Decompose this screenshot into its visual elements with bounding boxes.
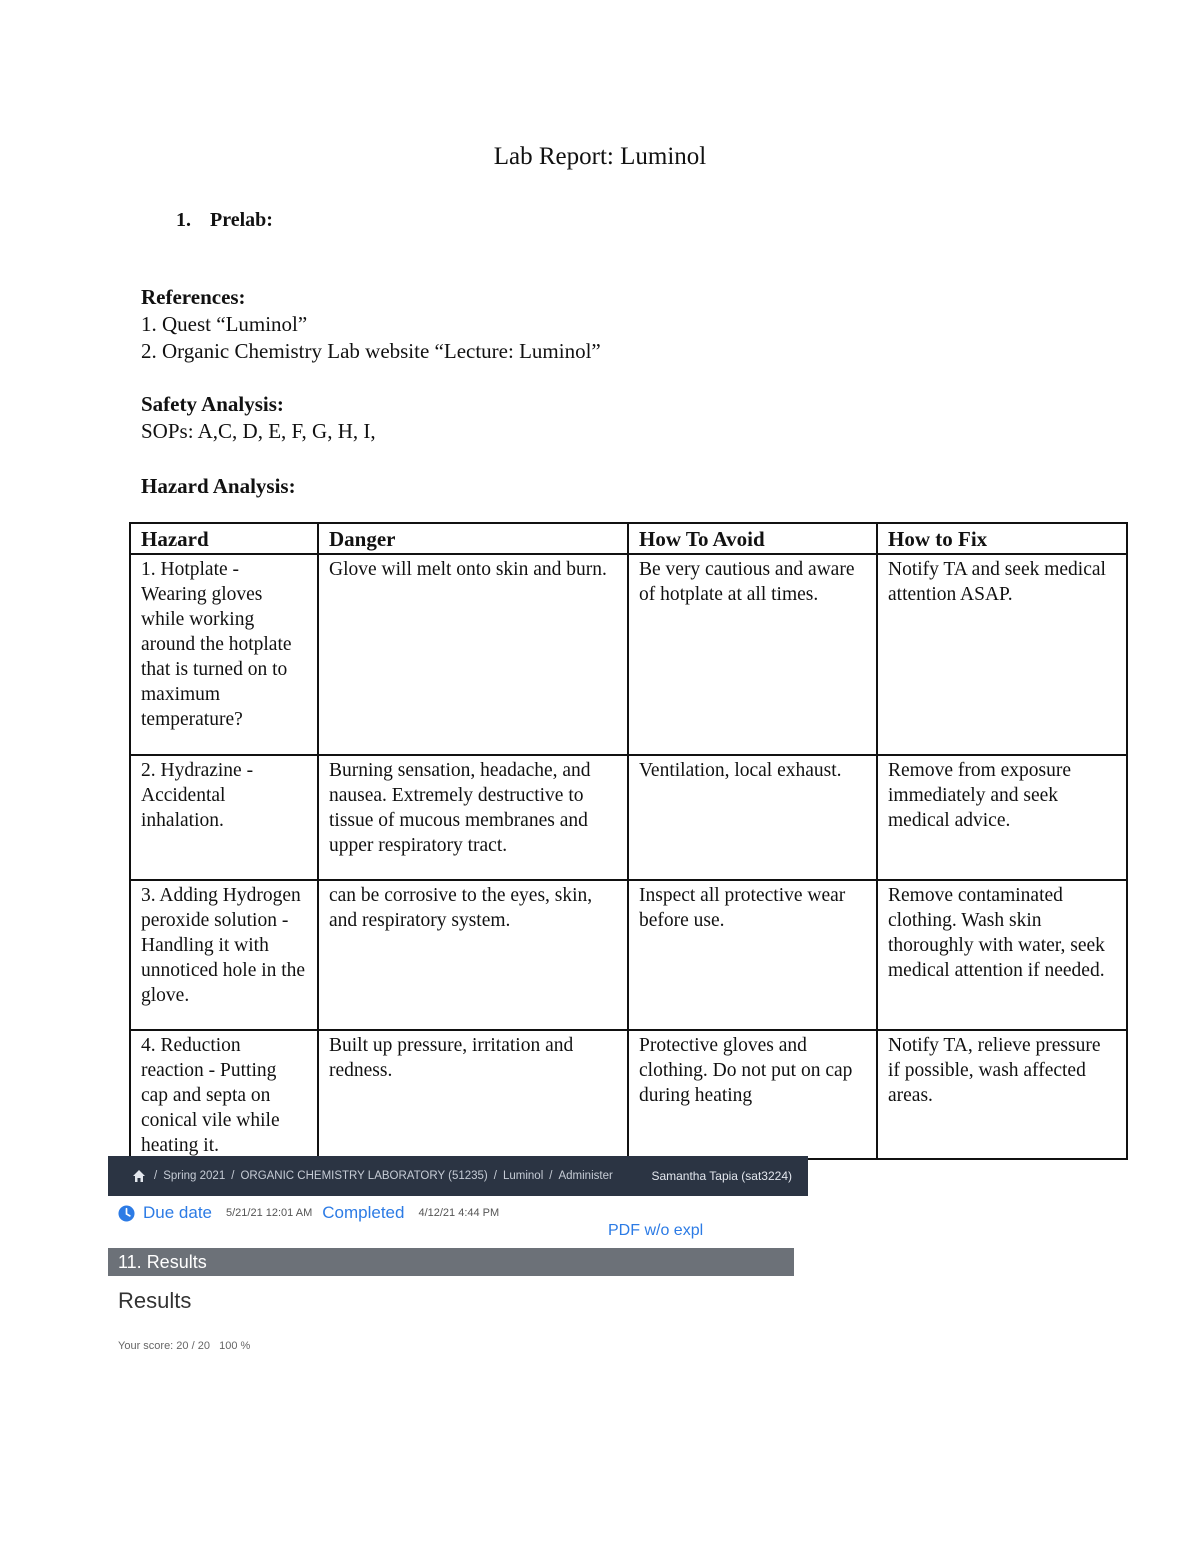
safety-section [141, 391, 376, 445]
breadcrumb-term[interactable]: Spring 2021 [163, 1170, 226, 1182]
table-cell: Built up pressure, irritation and redness. [318, 1030, 628, 1159]
table-cell: Burning sensation, headache, and nausea. Extremely destructive to tissue of mucous membranes and upper respiratory tract. [318, 755, 628, 880]
completed-value: 4/12/21 4:44 PM [418, 1207, 500, 1219]
table-header-row [130, 523, 1127, 554]
table-cell: Be very cautious and aware of hotplate at all times. [628, 554, 877, 755]
breadcrumb-assignment[interactable]: Luminol [502, 1170, 544, 1182]
reference-item: 2. Organic Chemistry Lab website “Lecture: Luminol” [141, 339, 601, 363]
section-bar: 11. Results [108, 1248, 794, 1276]
clock-icon [118, 1205, 135, 1222]
safety-heading: Safety Analysis: [141, 392, 284, 416]
breadcrumb-separator: / [549, 1170, 553, 1182]
table-cell: 4. Reduction reaction - Putting cap and septa on conical vile while heating it. [130, 1030, 318, 1159]
references-heading: References: [141, 285, 246, 309]
breadcrumb-separator: / [154, 1170, 158, 1182]
table-cell: 3. Adding Hydrogen peroxide solution - Handling it with unnoticed hole in the glove. [130, 880, 318, 1030]
table-row [130, 755, 1127, 880]
pdf-link[interactable]: PDF w/o expl [608, 1222, 704, 1239]
breadcrumb-separator: / [231, 1170, 235, 1182]
hazard-section [141, 473, 296, 500]
breadcrumb-administer[interactable]: Administer [558, 1170, 613, 1182]
reference-item: 1. Quest “Luminol” [141, 312, 308, 336]
table-cell: 2. Hydrazine - Accidental inhalation. [130, 755, 318, 880]
prelab-number: 1. [176, 209, 191, 231]
column-header-avoid: How To Avoid [628, 523, 877, 554]
prelab-heading [176, 209, 273, 232]
table-cell: Inspect all protective wear before use. [628, 880, 877, 1030]
sops-list: SOPs: A,C, D, E, F, G, H, I, [141, 419, 376, 443]
table-row [130, 554, 1127, 755]
hazard-table [129, 522, 1128, 1160]
table-cell: Remove contaminated clothing. Wash skin thoroughly with water, seek medical attention if needed. [877, 880, 1127, 1030]
references-section [141, 284, 601, 365]
hazard-heading: Hazard Analysis: [141, 474, 296, 498]
table-row [130, 880, 1127, 1030]
table-row [130, 1030, 1127, 1159]
results-heading: Results [118, 1288, 192, 1313]
table-cell: Notify TA and seek medical attention ASAP. [877, 554, 1127, 755]
table-cell: can be corrosive to the eyes, skin, and respiratory system. [318, 880, 628, 1030]
breadcrumb-course[interactable]: ORGANIC CHEMISTRY LABORATORY (51235) [240, 1170, 488, 1182]
due-date-value: 5/21/21 12:01 AM [226, 1207, 313, 1219]
table-cell: Ventilation, local exhaust. [628, 755, 877, 880]
due-date-label: Due date [143, 1203, 212, 1222]
table-cell: Glove will melt onto skin and burn. [318, 554, 628, 755]
home-icon[interactable] [132, 1169, 146, 1183]
table-cell: Protective gloves and clothing. Do not put on cap during heating [628, 1030, 877, 1159]
table-cell: 1. Hotplate - Wearing gloves while working around the hotplate that is turned on to maximum temperature? [130, 554, 318, 755]
top-navbar [108, 1156, 808, 1196]
user-name[interactable]: Samantha Tapia (sat3224) [651, 1169, 792, 1183]
due-date-row [118, 1203, 509, 1223]
table-cell: Notify TA, relieve pressure if possible, wash affected areas. [877, 1030, 1127, 1159]
page-title: Lab Report: Luminol [493, 143, 707, 170]
column-header-danger: Danger [318, 523, 628, 554]
table-cell: Remove from exposure immediately and seek medical advice. [877, 755, 1127, 880]
prelab-label: Prelab: [210, 209, 273, 231]
score-text: Your score: 20 / 20 100 % [118, 1340, 251, 1352]
breadcrumb-separator: / [493, 1170, 497, 1182]
completed-label: Completed [322, 1203, 405, 1222]
column-header-hazard: Hazard [130, 523, 318, 554]
embedded-lms-screenshot [108, 1156, 808, 1352]
column-header-fix: How to Fix [877, 523, 1127, 554]
